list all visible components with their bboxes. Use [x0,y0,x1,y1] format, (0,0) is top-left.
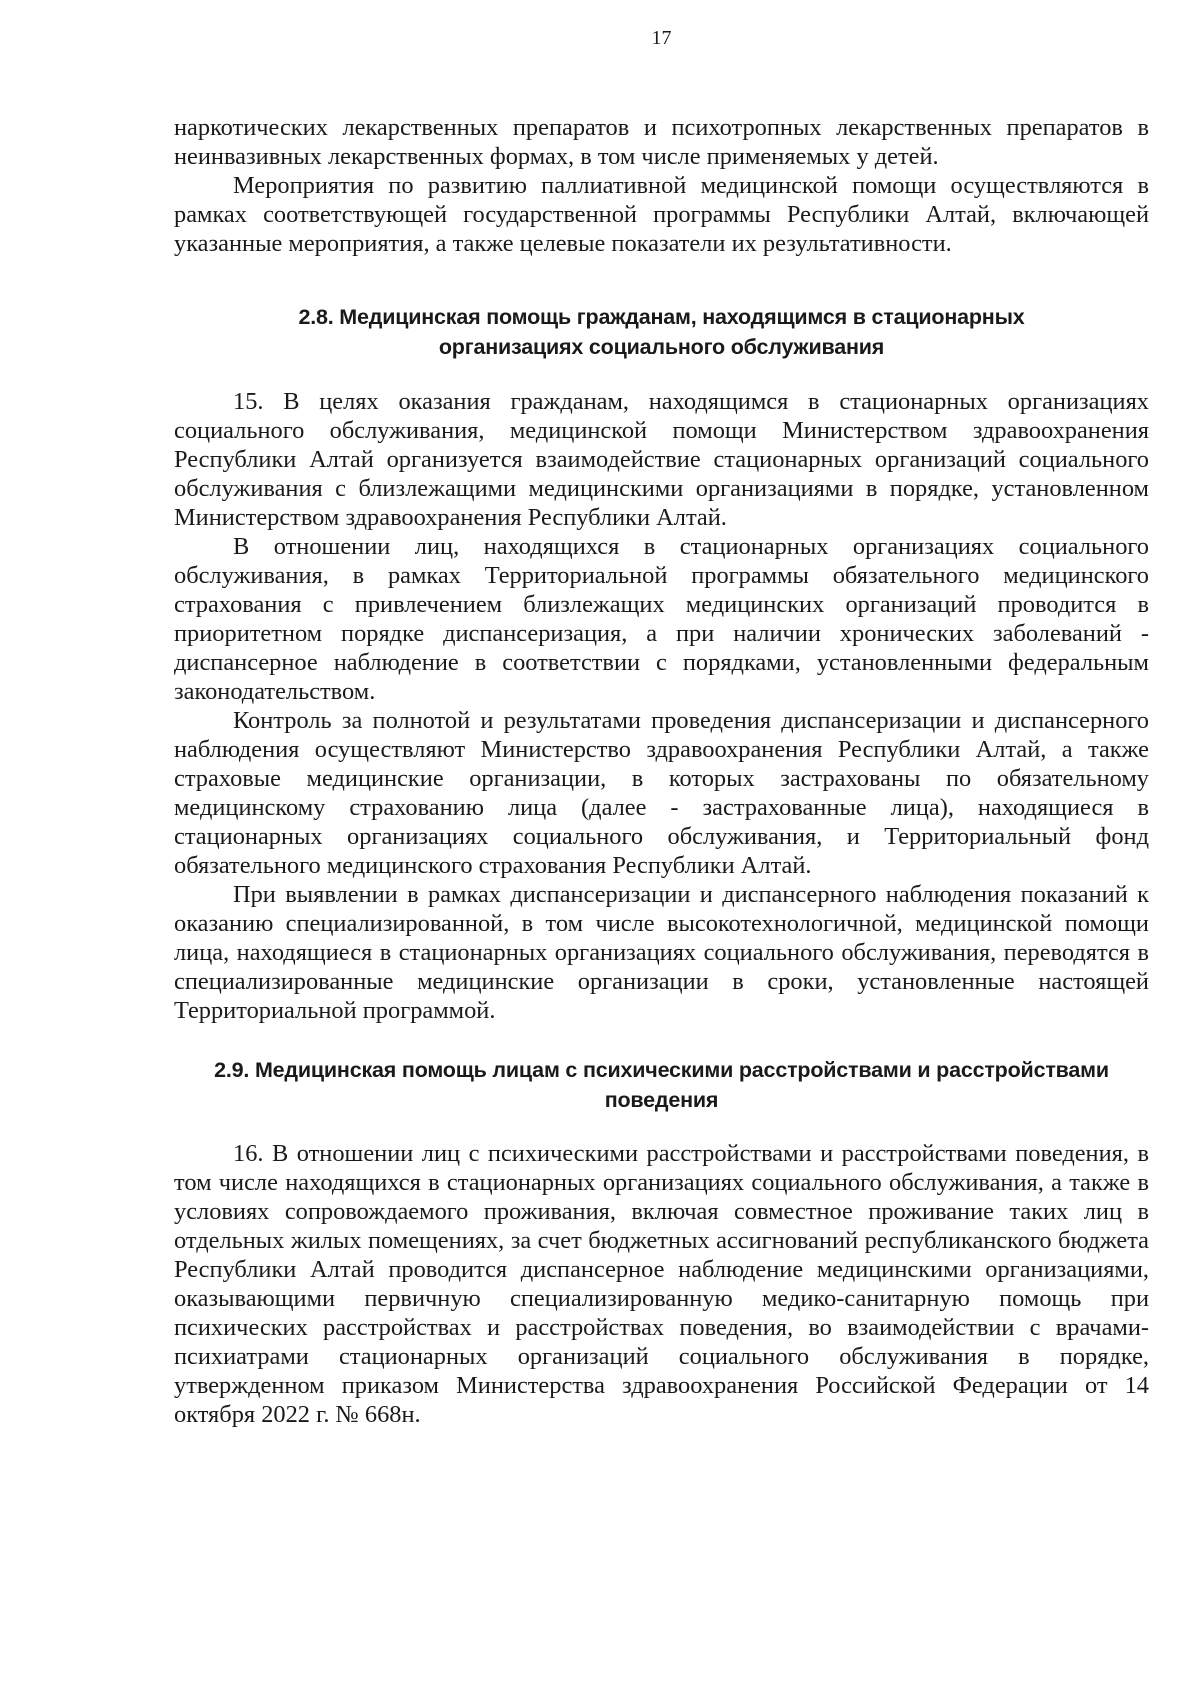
section-2-9-heading-line1: 2.9. Медицинская помощь лицам с психическими расстройствами и расстройствами [214,1058,1109,1082]
section-2-8-heading-line2: организациях социального обслуживания [438,335,885,359]
section-2-9-paragraph-16: 16. В отношении лиц с психическими расстройствами и расстройствами поведения, в том числе находящихся в стационарных организациях социального обслуживания, а также в условиях сопровождаемого проживания, включая совместное проживание таких лиц в отдельных жилых помещениях, за счет бюджетных ассигнований республиканского бюджета Республики Алтай проводится диспансерное наблюдение медицинскими организациями, оказывающими первичную специализированную медико-санитарную помощь при психических расстройствах и расстройствах поведения, во взаимодействии с врачами-психиатрами стационарных организаций социального обслуживания в порядке, утвержденном приказом Министерства здравоохранения Российской Федерации от 14 октября 2022 г. № 668н. [174,1140,1149,1428]
section-2-8-heading [174,302,1149,362]
section-2-9-heading-line2: поведения [604,1088,719,1112]
intro-block [174,113,1149,258]
section-2-8-paragraph-15: 15. В целях оказания гражданам, находящимся в стационарных организациях социального обслуживания, медицинской помощи Министерством здравоохранения Республики Алтай организуется взаимодействие стационарных организаций социального обслуживания с близлежащими медицинскими организациями в порядке, установленном Министерством здравоохранения Республики Алтай. [174,388,1149,531]
page-number: 17 [651,27,672,49]
section-2-8-paragraph-dispensary: В отношении лиц, находящихся в стационарных организациях социального обслуживания, в рамках Территориальной программы обязательного медицинского страхования с привлечением близлежащих медицинских организаций проводится в приоритетном порядке диспансеризация, а при наличии хронических заболеваний - диспансерное наблюдение в соответствии с порядками, установленными федеральным законодательством. [174,533,1149,705]
section-2-8-paragraph-control: Контроль за полнотой и результатами проведения диспансеризации и диспансерного наблюдения осуществляют Министерство здравоохранения Республики Алтай, а также страховые медицинские организации, в которых застрахованы по обязательному медицинскому страхованию лица (далее - застрахованные лица), находящиеся в стационарных организациях социального обслуживания, и Территориальный фонд обязательного медицинского страхования Республики Алтай. [174,707,1149,879]
section-2-9-heading [174,1055,1149,1115]
palliative-paragraph: Мероприятия по развитию паллиативной медицинской помощи осуществляются в рамках соответствующей государственной программы Республики Алтай, включающей указанные мероприятия, а также целевые показатели их результативности. [174,172,1149,257]
section-2-8-heading-line1: 2.8. Медицинская помощь гражданам, находящимся в стационарных [298,305,1025,329]
continuation-paragraph: наркотических лекарственных препаратов и психотропных лекарственных препаратов в неинвазивных лекарственных формах, в том числе применяемых у детей. [174,114,1149,170]
section-2-9-body [174,1139,1149,1429]
section-2-8-body [174,387,1149,1025]
section-2-8-paragraph-transfer: При выявлении в рамках диспансеризации и диспансерного наблюдения показаний к оказанию специализированной, в том числе высокотехнологичной, медицинской помощи лица, находящиеся в стационарных организациях социального обслуживания, переводятся в специализированные медицинские организации в сроки, установленные настоящей Территориальной программой. [174,881,1149,1024]
